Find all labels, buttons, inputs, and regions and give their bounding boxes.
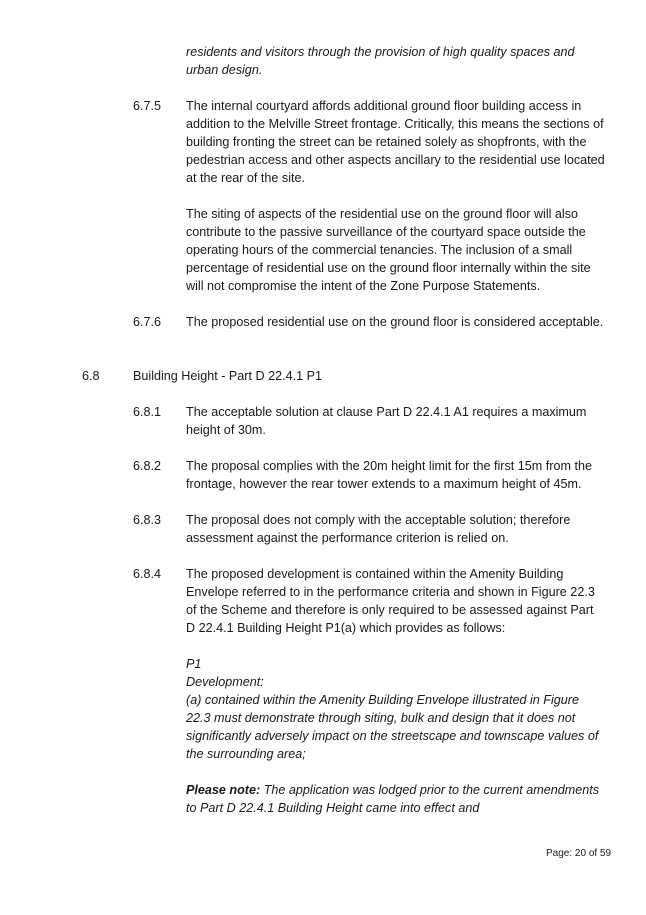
item-text-6-8-3: The proposal does not comply with the acceptable solution; therefore assessment against the performance criterion is relied on. (186, 513, 571, 545)
section-title: Building Height - Part D 22.4.1 P1 (133, 369, 323, 383)
item-number-6-8-3: 6.8.3 (133, 513, 162, 527)
section-number: 6.8 (82, 369, 100, 383)
item-number-6-8-4: 6.8.4 (133, 567, 162, 581)
note-text: The application was lodged prior to the current amendments to Part D 22.4.1 Building Height came into effect and (186, 783, 600, 815)
item-text-6-8-4: The proposed development is contained within the Amenity Building Envelope referred to in the performance criteria and shown in Figure 22.3 of the Scheme and therefore is only required to be assessed against Part D 22.4.1 Building Height P1(a) which provides as follows: (186, 567, 595, 635)
item-text-6-7-5: The internal courtyard affords additional ground floor building access in addition to the Melville Street frontage. Critically, this means the sections of building fronting the street can be retained solely as shopfronts, with the pedestrian access and other aspects ancillary to the residential use located at the rear of the site. (186, 99, 605, 185)
quote-clause-a: (a) contained within the Amenity Building Envelope illustrated in Figure 22.3 must demonstrate through siting, bulk and design that it does not significantly adversely impact on the streetscape and townscape values of the surrounding area; (186, 693, 599, 761)
item-text-6-8-2: The proposal complies with the 20m height limit for the first 15m from the frontage, however the rear tower extends to a maximum height of 45m. (186, 459, 592, 491)
item-number-6-7-5: 6.7.5 (133, 99, 162, 113)
note-paragraph (186, 781, 606, 817)
item-number-6-7-6: 6.7.6 (133, 315, 162, 329)
item-number-6-8-1: 6.8.1 (133, 405, 162, 419)
item-text-6-8-1: The acceptable solution at clause Part D 22.4.1 A1 requires a maximum height of 30m. (186, 405, 587, 437)
item-number-6-8-2: 6.8.2 (133, 459, 162, 473)
item-text-6-7-5-continued: The siting of aspects of the residential use on the ground floor will also contribute to the passive surveillance of the courtyard space outside the operating hours of the commercial tenancies. The inclusion of a small percentage of residential use on the ground floor internally within the site will not compromise the intent of the Zone Purpose Statements. (186, 207, 591, 293)
item-text-6-7-6: The proposed residential use on the ground floor is considered acceptable. (186, 315, 604, 329)
quote-development: Development: (186, 675, 264, 689)
intro-continuation: residents and visitors through the provision of high quality spaces and urban design. (186, 45, 575, 77)
note-label: Please note: (186, 783, 261, 797)
page-number: Page: 20 of 59 (546, 848, 612, 859)
quote-p1: P1 (186, 657, 202, 671)
